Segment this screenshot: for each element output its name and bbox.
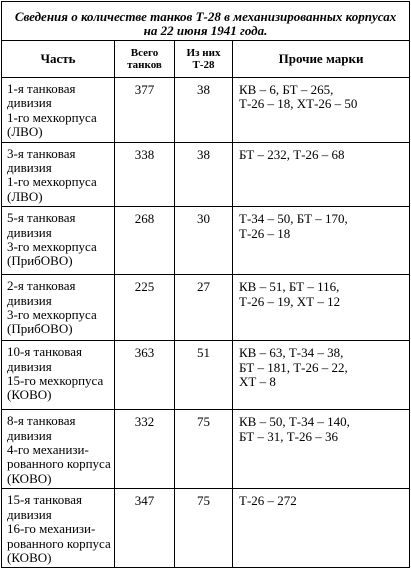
part-line: 16-го механизи- [7, 521, 96, 537]
cell-other [233, 142, 410, 207]
cell-other [233, 341, 410, 410]
table-row [2, 275, 410, 341]
cell-t28: 27 [175, 275, 233, 341]
part-line: дивизия [7, 292, 52, 308]
cell-other [233, 410, 410, 489]
table-row [2, 489, 410, 568]
part-line: 4-го механизи- [7, 442, 89, 458]
table-row [2, 78, 410, 143]
part-line: 5-я танковая [7, 210, 76, 226]
other-line: ХТ – 8 [239, 374, 276, 390]
tank-table [1, 1, 410, 568]
cell-t28: 38 [175, 142, 233, 207]
table-row [2, 341, 410, 410]
table-row [2, 207, 410, 275]
header-total: Всего танков [115, 41, 175, 78]
cell-total: 338 [115, 142, 175, 207]
part-line: (КОВО) [7, 387, 52, 403]
table-body [2, 78, 410, 568]
part-line: рованного корпуса [7, 456, 111, 472]
part-line: 2-я танковая [7, 278, 76, 294]
cell-part [2, 489, 115, 568]
part-line: дивизия [7, 358, 52, 374]
cell-other [233, 78, 410, 143]
cell-total: 332 [115, 410, 175, 489]
part-line: (ЛВО) [7, 124, 43, 140]
cell-part [2, 341, 115, 410]
cell-part [2, 275, 115, 341]
part-line: 3-я танковая [7, 145, 76, 161]
table-caption: Сведения о количестве танков Т-28 в механизированных корпусах на 22 июня 1941 года. [2, 2, 410, 41]
part-line: 1-го мехкорпуса [7, 174, 97, 190]
part-line: 1-го мехкорпуса [7, 109, 97, 125]
part-line: дивизия [7, 427, 52, 443]
cell-other [233, 275, 410, 341]
cell-other [233, 489, 410, 568]
table-row [2, 142, 410, 207]
cell-total: 225 [115, 275, 175, 341]
part-line: 10-я танковая [7, 344, 82, 360]
cell-t28: 30 [175, 207, 233, 275]
part-line: 3-го мехкорпуса [7, 307, 97, 323]
cell-total: 377 [115, 78, 175, 143]
part-line: 3-го мехкорпуса [7, 239, 97, 255]
other-line: КВ – 63, Т-34 – 38, [239, 345, 344, 361]
part-line: дивизия [7, 95, 52, 111]
part-line: дивизия [7, 506, 52, 522]
part-line: 15-го мехкорпуса [7, 373, 104, 389]
part-line: (КОВО) [7, 470, 52, 486]
cell-t28: 51 [175, 341, 233, 410]
part-line: дивизия [7, 224, 52, 240]
cell-t28: 75 [175, 489, 233, 568]
cell-total: 363 [115, 341, 175, 410]
other-line: Т-26 – 272 [239, 493, 297, 509]
cell-t28: 38 [175, 78, 233, 143]
cell-total: 268 [115, 207, 175, 275]
part-line: (ПрибОВО) [7, 253, 73, 269]
other-line: БТ – 181, Т-26 – 22, [239, 359, 348, 375]
cell-part [2, 410, 115, 489]
cell-part [2, 78, 115, 143]
cell-part [2, 207, 115, 275]
header-other: Прочие марки [233, 41, 410, 78]
part-line: 1-я танковая [7, 81, 76, 96]
cell-part [2, 142, 115, 207]
other-line: Т-26 – 18, ХТ-26 – 50 [239, 96, 358, 112]
header-t28: Из них Т-28 [175, 41, 233, 78]
part-line: (ЛВО) [7, 188, 43, 204]
header-row [2, 41, 410, 78]
other-line: Т-34 – 50, БТ – 170, [239, 211, 348, 227]
other-line: Т-26 – 19, ХТ – 12 [239, 293, 341, 309]
part-line: (ПрибОВО) [7, 321, 73, 337]
other-line: КВ – 6, БТ – 265, [239, 82, 334, 97]
cell-other [233, 207, 410, 275]
other-line: КВ – 51, БТ – 116, [239, 279, 340, 295]
other-line: БТ – 232, Т-26 – 68 [239, 146, 345, 162]
other-line: Т-26 – 18 [239, 225, 291, 241]
other-line: КВ – 50, Т-34 – 140, [239, 414, 350, 430]
part-line: рованного корпуса [7, 535, 111, 551]
other-line: БТ – 31, Т-26 – 36 [239, 428, 339, 444]
part-line: 15-я танковая [7, 492, 82, 508]
part-line: (КОВО) [7, 549, 52, 565]
part-line: дивизия [7, 160, 52, 176]
cell-t28: 75 [175, 410, 233, 489]
table-row [2, 410, 410, 489]
part-line: 8-я танковая [7, 413, 76, 429]
header-part: Часть [2, 41, 115, 78]
cell-total: 347 [115, 489, 175, 568]
